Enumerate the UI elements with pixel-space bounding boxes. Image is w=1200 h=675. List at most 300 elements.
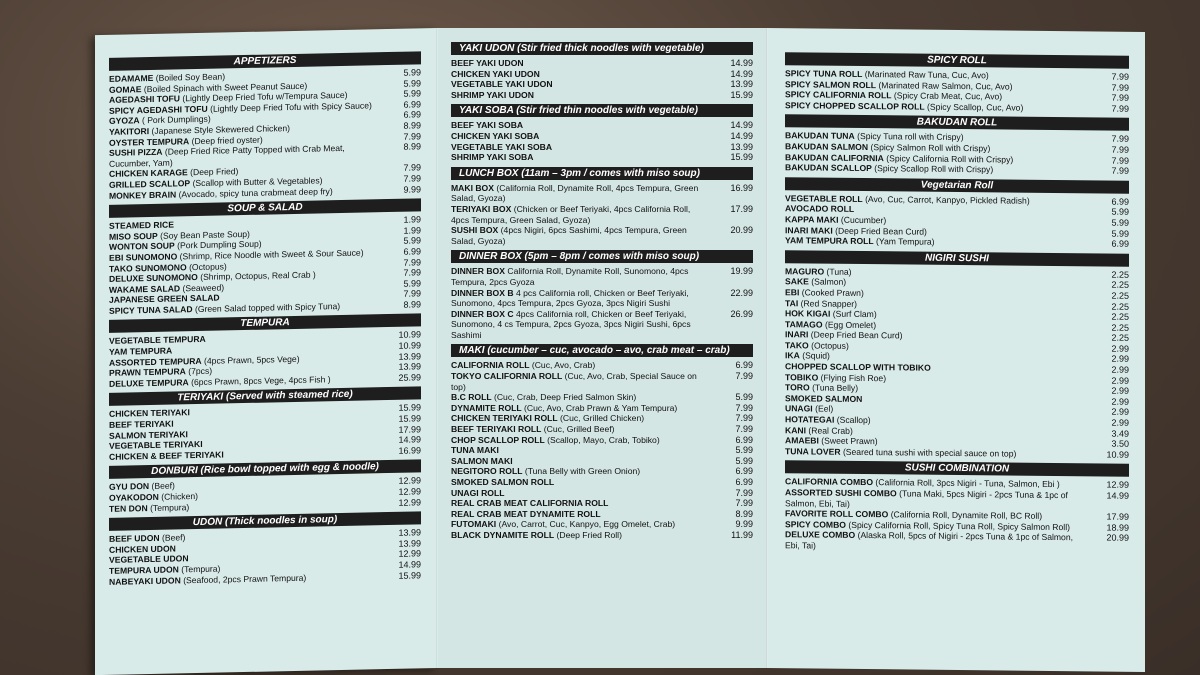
menu-item-text — [451, 266, 713, 287]
item-name: UNAGI ROLL — [451, 487, 505, 498]
section-header: UDON (Thick noodles in soup) — [109, 512, 421, 532]
item-description: (Cuc, Avo, Crab, Special Sauce on top) — [451, 371, 697, 392]
item-price: 7.99 — [735, 487, 753, 498]
item-price: 6.99 — [403, 246, 421, 257]
item-name: MAGURO — [785, 265, 825, 277]
item-name: BEEF UDON — [109, 532, 160, 545]
item-description: (Flying Fish Roe) — [820, 372, 887, 383]
item-name: SAKE — [785, 276, 809, 287]
menu-item — [451, 456, 753, 467]
item-name: CHICKEN TERIYAKI ROLL — [451, 413, 558, 424]
item-name: CALIFORNIA ROLL — [451, 360, 530, 371]
item-name: INARI — [785, 329, 809, 340]
menu-item — [785, 446, 1129, 460]
menu-item — [451, 509, 753, 520]
item-name: TOKYO CALIFORNIA ROLL — [451, 371, 563, 382]
item-description: (Scallop with Butter & Vegetables) — [192, 175, 323, 189]
item-description: (Chicken or Beef Teriyaki, 4pcs California Roll, 4pcs Tempura, Green Salad, Gyoza) — [451, 203, 691, 225]
item-name: YAKITORI — [109, 125, 150, 137]
item-name: BEEF TERIYAKI — [109, 418, 174, 430]
item-price: 5.99 — [1111, 217, 1129, 228]
item-name: SPICY TUNA ROLL — [785, 68, 863, 79]
item-name: WONTON SOUP — [109, 240, 175, 253]
item-description: (Cooked Prawn) — [801, 287, 864, 298]
item-price: 12.99 — [398, 475, 421, 487]
item-name: TOBIKO — [785, 371, 819, 383]
item-name: AMAEBI — [785, 435, 819, 446]
item-price: 8.99 — [403, 299, 421, 310]
section-header: DINNER BOX (5pm – 8pm / comes with miso soup) — [451, 250, 753, 263]
menu-item-text — [451, 309, 713, 341]
item-name: GRILLED SCALLOP — [109, 178, 191, 190]
item-description: (Boiled Soy Bean) — [155, 71, 226, 83]
item-description: (Lightly Deep Fried Tofu w/Tempura Sauce) — [182, 90, 348, 104]
item-price: 5.99 — [403, 67, 421, 78]
item-price: 3.50 — [1111, 438, 1129, 450]
item-name: KAPPA MAKI — [785, 214, 839, 225]
item-price: 7.99 — [403, 173, 421, 184]
item-description: (Cucumber) — [840, 214, 887, 226]
item-price: 8.99 — [403, 141, 421, 152]
section-header: APPETIZERS — [109, 51, 421, 71]
item-name: TAKO — [785, 340, 809, 351]
item-price: 7.99 — [735, 371, 753, 382]
item-price: 14.99 — [730, 130, 753, 141]
item-price: 5.99 — [735, 445, 753, 456]
item-description: (Seafood, 2pcs Prawn Tempura) — [183, 572, 307, 585]
item-price: 16.99 — [730, 182, 753, 193]
menu-item-text — [451, 488, 713, 499]
item-price: 25.99 — [398, 372, 421, 383]
item-price: 9.99 — [403, 183, 421, 195]
item-name: KANI — [785, 424, 807, 436]
item-name: CHICKEN TERIYAKI — [109, 407, 190, 420]
menu-item — [451, 498, 753, 509]
menu-item-text — [785, 162, 1093, 176]
menu-item — [451, 477, 753, 488]
item-description: (Shrimp, Octopus, Real Crab ) — [200, 269, 316, 283]
menu-item-text — [451, 445, 713, 456]
item-price: 7.99 — [1111, 155, 1129, 166]
menu-item — [785, 530, 1129, 555]
menu-item-text — [451, 204, 713, 225]
item-name: BEEF YAKI UDON — [451, 58, 524, 68]
item-name: CALIFORNIA COMBO — [785, 476, 873, 488]
item-description: (Tuna Belly) — [812, 382, 859, 394]
menu-section — [785, 250, 1129, 460]
item-price: 6.99 — [403, 99, 421, 110]
menu-item-text — [451, 79, 713, 90]
item-price: 7.99 — [1111, 92, 1129, 103]
item-name: DINNER BOX C — [451, 308, 514, 319]
item-price: 26.99 — [730, 308, 753, 319]
menu-item-text — [451, 69, 713, 80]
item-description: (Seared tuna sushi with special sauce on top) — [842, 446, 1017, 459]
item-price: 14.99 — [1106, 490, 1129, 501]
item-price: 14.99 — [730, 58, 753, 68]
item-name: CHICKEN KARAGE — [109, 167, 188, 180]
item-price: 12.99 — [398, 548, 421, 560]
item-price: 7.99 — [1111, 82, 1129, 93]
item-price: 9.99 — [735, 519, 753, 530]
item-price: 2.25 — [1111, 332, 1129, 344]
item-description: (California Roll, 3pcs Nigiri - Tuna, Salmon, Ebi ) — [875, 477, 1060, 490]
item-name: SUSHI BOX — [451, 225, 499, 236]
menu-item — [451, 69, 753, 80]
item-description: (Spicy Scallop Roll with Crispy) — [874, 163, 994, 175]
menu-section — [109, 512, 421, 588]
item-name: CHOPPED SCALLOP WITH TOBIKO — [785, 361, 931, 373]
item-name: TEN DON — [109, 502, 148, 514]
item-price: 2.99 — [1111, 343, 1129, 354]
item-price: 15.99 — [398, 413, 421, 424]
item-price: 12.99 — [1106, 479, 1129, 491]
item-name: CHICKEN & BEEF TERIYAKI — [109, 449, 224, 462]
item-name: AVOCADO ROLL — [785, 203, 855, 215]
item-name: TORO — [785, 382, 810, 393]
item-price: 16.99 — [398, 445, 421, 456]
item-description: (Sweet Prawn) — [821, 435, 878, 447]
item-price: 12.99 — [398, 496, 421, 508]
item-description: (Deep Fried Bean Curd) — [810, 329, 903, 341]
item-name: VEGETABLE ROLL — [785, 192, 863, 204]
item-price: 2.99 — [1111, 396, 1129, 407]
item-price: 12.99 — [398, 486, 421, 497]
menu-item — [785, 100, 1129, 114]
menu-item-text — [785, 446, 1093, 460]
item-name: VEGETABLE YAKI UDON — [451, 79, 553, 90]
menu-item-text — [451, 403, 713, 414]
menu-item-text — [451, 360, 713, 371]
item-price: 2.25 — [1111, 290, 1129, 301]
item-name: NABEYAKI UDON — [109, 574, 181, 587]
item-price: 1.99 — [403, 214, 421, 225]
fold-line — [766, 28, 768, 668]
item-name: TERIYAKI BOX — [451, 203, 512, 214]
menu-item — [451, 392, 753, 403]
item-name: CHICKEN YAKI SOBA — [451, 130, 540, 141]
item-name: TAI — [785, 297, 799, 308]
item-price: 6.99 — [1111, 238, 1129, 249]
menu-item-text — [785, 530, 1093, 554]
item-name: VEGETABLE TEMPURA — [109, 334, 206, 347]
item-name: TAKO SUNOMONO — [109, 261, 187, 274]
item-price: 14.99 — [398, 559, 421, 570]
menu-item-text — [451, 142, 713, 153]
menu-item-text — [451, 371, 713, 392]
menu-item-text — [451, 152, 713, 163]
menu-item-text — [451, 131, 713, 142]
item-price: 13.99 — [730, 79, 753, 90]
menu-section — [109, 51, 421, 201]
item-name: GYOZA — [109, 115, 140, 127]
item-description: (Deep fried oyster) — [191, 134, 263, 146]
item-name: SPICY TUNA SALAD — [109, 303, 193, 316]
menu-item — [451, 183, 753, 204]
menu-section — [785, 461, 1129, 555]
menu-item-text — [785, 100, 1093, 114]
item-name: B.C ROLL — [451, 392, 492, 403]
item-name: AGEDASHI TOFU — [109, 93, 180, 106]
item-name: OYAKODON — [109, 491, 159, 503]
menu-item — [451, 79, 753, 90]
menu-item — [451, 120, 753, 131]
menu-item — [451, 225, 753, 246]
item-price: 2.99 — [1111, 375, 1129, 386]
item-description: (Deep Fried) — [190, 166, 239, 178]
menu-section — [109, 387, 421, 463]
item-name: GYU DON — [109, 481, 150, 493]
item-description: (California Roll, Dynamite Roll, BC Roll) — [890, 509, 1043, 522]
item-name: EBI — [785, 287, 800, 298]
item-price: 20.99 — [730, 225, 753, 236]
section-header: NIGIRI SUSHI — [785, 250, 1129, 267]
item-price: 7.99 — [1111, 165, 1129, 176]
item-price: 17.99 — [1106, 511, 1129, 522]
item-name: STEAMED RICE — [109, 219, 174, 231]
item-description: (Boiled Spinach with Sweet Peanut Sauce) — [143, 80, 308, 94]
item-description: (Avo, Cuc, Carrot, Kanpyo, Pickled Radish) — [865, 193, 1030, 206]
menu-item-text — [451, 413, 713, 424]
item-price: 15.99 — [398, 569, 421, 581]
section-header: MAKI (cucumber – cuc, avocado – avo, crab meat – crab) — [451, 344, 753, 357]
item-price: 6.99 — [735, 477, 753, 487]
item-description: (6pcs Prawn, 8pcs Vege, 4pcs Fish ) — [191, 374, 331, 387]
item-price: 7.99 — [403, 267, 421, 278]
item-price: 6.99 — [1111, 196, 1129, 207]
item-description: (Deep Fried Rice Patty Topped with Crab Meat, Cucumber, Yam) — [109, 143, 345, 169]
menu-item — [451, 90, 753, 101]
menu-item-text — [451, 288, 713, 309]
menu-item-text — [451, 498, 713, 509]
item-price: 17.99 — [730, 203, 753, 214]
menu-item — [451, 371, 753, 392]
item-description: (Squid) — [802, 350, 830, 362]
item-price: 5.99 — [403, 278, 421, 289]
item-name: FAVORITE ROLL COMBO — [785, 508, 889, 520]
item-description: (Octopus) — [189, 260, 227, 272]
item-description: (Cuc, Crab, Deep Fried Salmon Skin) — [493, 392, 637, 403]
item-description: (Red Snapper) — [800, 297, 857, 309]
item-name: SPICY COMBO — [785, 518, 846, 530]
item-description: (Seaweed) — [182, 282, 225, 294]
item-price: 7.99 — [735, 498, 753, 509]
item-price: 7.99 — [403, 130, 421, 142]
item-name: MISO SOUP — [109, 230, 158, 242]
item-description: (Cuc, Avo, Crab) — [531, 360, 596, 371]
item-description: (Eel) — [815, 403, 834, 415]
item-description: (California Roll, Dynamite Roll, 4pcs Tempura, Green Salad, Gyoza) — [451, 182, 699, 204]
item-price: 5.99 — [1111, 228, 1129, 239]
item-price: 2.99 — [1111, 417, 1129, 428]
item-name: ASSORTED SUSHI COMBO — [785, 487, 897, 499]
item-description: (Cuc, Grilled Beef) — [543, 424, 615, 435]
menu-item — [451, 424, 753, 435]
item-description: (Egg Omelet) — [824, 319, 877, 330]
item-description: ( Pork Dumplings) — [141, 114, 211, 126]
menu-item — [451, 142, 753, 153]
item-description: (Marinated Raw Salmon, Cuc, Avo) — [878, 79, 1013, 92]
menu-section — [451, 344, 753, 540]
item-price: 7.99 — [403, 256, 421, 268]
item-name: SMOKED SALMON ROLL — [451, 477, 555, 487]
item-price: 6.99 — [735, 434, 753, 445]
item-price: 13.99 — [730, 141, 753, 152]
item-name: PRAWN TEMPURA — [109, 366, 186, 379]
item-name: WAKAME SALAD — [109, 283, 181, 295]
item-price: 7.99 — [403, 288, 421, 299]
item-price: 14.99 — [730, 120, 753, 131]
item-name: YAM TEMPURA — [109, 345, 173, 357]
item-description: (Chicken) — [161, 491, 198, 502]
item-price: 7.99 — [1111, 144, 1129, 155]
item-price: 13.99 — [398, 527, 421, 538]
item-price: 19.99 — [730, 266, 753, 277]
menu-item — [451, 519, 753, 530]
menu-item-text — [451, 519, 713, 530]
item-name: BAKUDAN TUNA — [785, 130, 855, 142]
item-description: (Surf Clam) — [832, 308, 877, 320]
menu-section — [451, 42, 753, 100]
item-name: TUNA LOVER — [785, 446, 841, 457]
menu-item-text — [451, 435, 713, 446]
section-header: SUSHI COMBINATION — [785, 461, 1129, 478]
item-name: DINNER BOX B — [451, 287, 514, 298]
item-description: (Avocado, spicy tuna crabmeat deep fry) — [178, 185, 333, 199]
item-name: HOK KIGAI — [785, 308, 831, 319]
item-name: VEGETABLE YAKI SOBA — [451, 141, 553, 152]
item-price: 14.99 — [398, 434, 421, 446]
item-name: GOMAE — [109, 83, 142, 95]
menu-item — [451, 204, 753, 225]
item-price: 10.99 — [1106, 449, 1129, 460]
fold-line — [436, 28, 438, 668]
item-price: 13.99 — [398, 350, 421, 362]
item-name: SPICY AGEDASHI TOFU — [109, 103, 208, 116]
item-name: BAKUDAN SALMON — [785, 141, 869, 153]
item-name: IKA — [785, 350, 800, 361]
item-price: 15.99 — [730, 89, 753, 100]
menu-item — [785, 235, 1129, 249]
item-price: 15.99 — [398, 402, 421, 414]
menu-item-text — [451, 90, 713, 101]
section-header: Vegetarian Roll — [785, 177, 1129, 194]
item-price: 11.99 — [731, 529, 753, 540]
item-name: VEGETABLE UDON — [109, 553, 189, 566]
menu-item-text — [451, 477, 713, 488]
item-name: BAKUDAN CALIFORNIA — [785, 151, 884, 163]
item-description: (Cuc, Grilled Chicken) — [560, 413, 645, 424]
item-price: 6.99 — [735, 466, 753, 477]
item-price: 7.99 — [1111, 71, 1129, 82]
item-price: 2.25 — [1111, 311, 1129, 322]
item-description: (Scallop) — [836, 414, 871, 426]
menu-item-text — [451, 58, 713, 69]
menu-item — [451, 266, 753, 287]
item-description: (Avo, Carrot, Cuc, Kanpyo, Egg Omelet, Crab) — [498, 519, 676, 530]
menu-section — [785, 115, 1129, 177]
item-name: BEEF TERIYAKI ROLL — [451, 424, 542, 435]
item-description: (Spicy California Roll with Crispy) — [886, 152, 1014, 165]
menu-item-text — [785, 235, 1093, 249]
section-header: LUNCH BOX (11am – 3pm / comes with miso soup) — [451, 167, 753, 180]
item-name: MAKI BOX — [451, 182, 494, 193]
item-price: 13.99 — [398, 538, 421, 549]
menu-item-text — [451, 456, 713, 467]
item-description: (Spicy California Roll, Spicy Tuna Roll, Spicy Salmon Roll) — [848, 519, 1070, 532]
menu-item-text — [451, 225, 713, 246]
menu-section — [109, 460, 421, 514]
menu-item — [451, 288, 753, 309]
menu-item-text — [451, 392, 713, 403]
item-description: (Salmon) — [811, 276, 847, 288]
item-name: SPICY CALIFORNIA ROLL — [785, 89, 892, 101]
menu-panel-middle — [437, 28, 767, 668]
item-name: TUNA MAKI — [451, 445, 499, 456]
item-name: SPICY SALMON ROLL — [785, 78, 877, 90]
item-price: 6.99 — [403, 109, 421, 121]
item-price: 5.99 — [1111, 206, 1129, 218]
menu-item — [451, 445, 753, 456]
item-description: (Marinated Raw Tuna, Cuc, Avo) — [864, 69, 989, 81]
menu-item — [451, 530, 753, 541]
item-price: 14.99 — [730, 68, 753, 79]
item-description: (4pcs Nigiri, 6pcs Sashimi, 4pcs Tempura, Green Salad, Gyoza) — [451, 225, 687, 246]
item-name: YAM TEMPURA ROLL — [785, 235, 874, 247]
item-price: 7.99 — [735, 424, 753, 435]
menu-item-text — [451, 509, 713, 520]
item-description: (Spicy Salmon Roll with Crispy) — [870, 142, 991, 154]
item-description: (Beef) — [151, 480, 175, 492]
item-price: 7.99 — [403, 162, 421, 174]
item-price: 2.99 — [1111, 364, 1129, 375]
item-description: (Tempura) — [150, 501, 190, 513]
menu-item — [451, 488, 753, 499]
menu-section — [109, 198, 421, 316]
item-price: 7.99 — [1111, 133, 1129, 145]
item-name: BLACK DYNAMITE ROLL — [451, 529, 555, 540]
item-description: 4 pcs California roll, Chicken or Beef Teriyaki, Sunomono, 4pcs Tempura, 2pcs Gyoza, 3pcs Nigiri Sushi — [451, 287, 689, 309]
menu-item — [451, 309, 753, 341]
menu-item-text — [451, 466, 713, 477]
menu-item-text — [451, 183, 713, 204]
item-price: 10.99 — [398, 340, 421, 351]
section-header: SPICY ROLL — [785, 52, 1129, 69]
item-name: SUSHI PIZZA — [109, 146, 163, 159]
item-name: DELUXE SUNOMONO — [109, 272, 198, 284]
menu-item — [451, 413, 753, 424]
item-description: (Tempura) — [181, 563, 221, 575]
section-header: YAKI SOBA (Stir fried thin noodles with vegetable) — [451, 104, 753, 117]
item-price: 7.99 — [735, 402, 753, 413]
item-name: SALMON MAKI — [451, 455, 513, 466]
menu-item — [451, 152, 753, 163]
menu-panel-right — [767, 28, 1145, 672]
item-price: 2.99 — [1111, 407, 1129, 418]
menu-item — [451, 131, 753, 142]
item-price: 22.99 — [730, 287, 753, 298]
item-name: SALMON TERIYAKI — [109, 428, 188, 441]
item-description: (Green Salad topped with Spicy Tuna) — [194, 300, 341, 314]
menu-item-text — [451, 530, 713, 541]
item-name: DYNAMITE ROLL — [451, 402, 522, 413]
item-description: (Octopus) — [811, 340, 849, 351]
item-name: TAMAGO — [785, 318, 823, 330]
section-header: DONBURI (Rice bowl topped with egg & noodle) — [109, 460, 421, 480]
menu-item-text — [451, 424, 713, 435]
item-price: 1.99 — [403, 225, 421, 236]
item-description: 4pcs California roll, Chicken or Beef Teriyaki, Sunomono, 4 cs Tempura, 2pcs Gyoza, 3pcs Nigiri Sushi, 6pcs Sashimi — [451, 308, 691, 340]
